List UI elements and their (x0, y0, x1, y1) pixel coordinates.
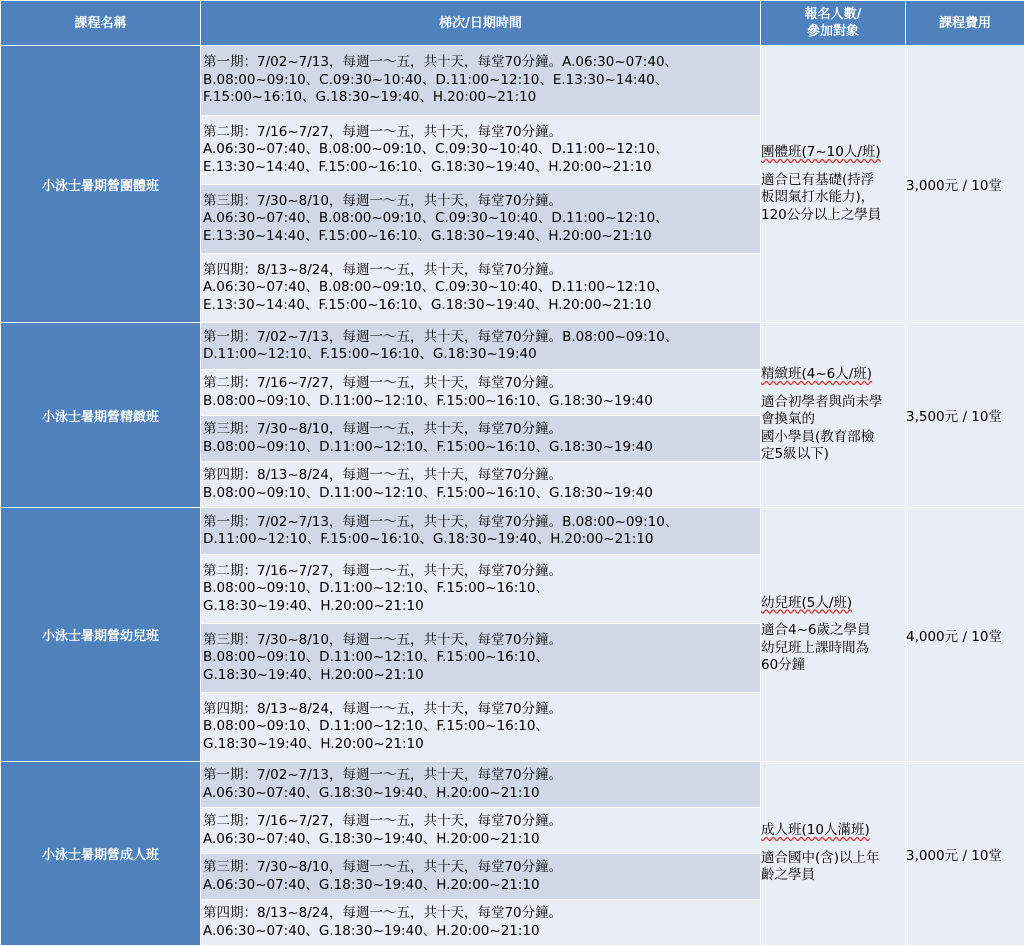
class-size-label: 精緻班(4~6人/班) (761, 366, 905, 384)
session-line: G.18:30~19:40、H.20:00~21:10 (203, 598, 760, 616)
audience-line: 60分鐘 (761, 657, 905, 675)
audience-line: 120公分以上之學員 (761, 207, 905, 225)
session-line: B.08:00~09:10、D.11:00~12:10、F.15:00~16:10、G.18:30~19:40 (203, 393, 760, 411)
header-audience-line2: 參加對象 (761, 23, 905, 40)
audience-line: 適合4~6歲之學員 (761, 622, 905, 640)
audience-line: 國小學員(教育部檢 (761, 429, 905, 447)
session-line: A.06:30~07:40、B.08:00~09:10、C.09:30~10:40、D.11:00~12:10、 (203, 141, 760, 159)
table-row (1, 46, 1024, 116)
class-size-label: 團體班(7~10人/班) (761, 144, 905, 162)
class-size-label: 成人班(10人滿班) (761, 822, 905, 840)
audience-line: 齡之學員 (761, 867, 905, 885)
session-line: A.06:30~07:40、G.18:30~19:40、H.20:00~21:10 (203, 923, 760, 941)
audience-line: 幼兒班上課時間為 (761, 640, 905, 658)
session-line: 第一期：7/02~7/13，每週一～五，共十天，每堂70分鐘。A.06:30~07:40、 (203, 54, 760, 72)
table-row (1, 762, 1024, 808)
session-line: 第三期：7/30~8/10，每週一～五，共十天，每堂70分鐘。 (203, 193, 760, 211)
course-name-cell: 小泳士暑期營精緻班 (1, 323, 201, 508)
header-fee: 課程費用 (906, 1, 1024, 46)
session-line: 第二期：7/16~7/27，每週一～五，共十天，每堂70分鐘。 (203, 813, 760, 831)
session-line: B.08:00~09:10、D.11:00~12:10、F.15:00~16:10、 (203, 649, 760, 667)
audience-line: 會換氣的 (761, 411, 905, 429)
table-row (1, 323, 1024, 370)
session-line: E.13:30~14:40、F.15:00~16:10、G.18:30~19:40、H.20:00~21:10 (203, 297, 760, 315)
session-line: F.15:00~16:10、G.18:30~19:40、H.20:00~21:10 (203, 89, 760, 107)
session-line: B.08:00~09:10、D.11:00~12:10、F.15:00~16:10、G.18:30~19:40 (203, 439, 760, 457)
session-cell (201, 624, 761, 693)
audience-line: 適合國中(含)以上年 (761, 850, 905, 868)
audience-line: 定5級以下) (761, 446, 905, 464)
audience-line: 板悶氣打水能力)， (761, 189, 905, 207)
session-cell (201, 370, 761, 416)
header-audience-line1: 報名人數/ (761, 6, 905, 23)
session-line: E.13:30~14:40、F.15:00~16:10、G.18:30~19:40、H.20:00~21:10 (203, 159, 760, 177)
audience-line: 適合已有基礎(持浮 (761, 172, 905, 190)
session-line: 第二期：7/16~7/27，每週一～五，共十天，每堂70分鐘。 (203, 563, 760, 581)
session-line: A.06:30~07:40、B.08:00~09:10、C.09:30~10:40、D.11:00~12:10、 (203, 210, 760, 228)
session-cell (201, 254, 761, 323)
session-line: 第二期：7/16~7/27，每週一～五，共十天，每堂70分鐘。 (203, 375, 760, 393)
session-cell (201, 854, 761, 900)
course-name-cell: 小泳士暑期營幼兒班 (1, 508, 201, 762)
session-line: A.06:30~07:40、G.18:30~19:40、H.20:00~21:10 (203, 877, 760, 895)
header-row (1, 1, 1024, 46)
table-row (1, 508, 1024, 555)
class-size-label: 幼兒班(5人/班) (761, 595, 905, 613)
session-line: 第三期：7/30~8/10，每週一～五，共十天，每堂70分鐘。 (203, 421, 760, 439)
session-cell (201, 185, 761, 254)
audience-cell (761, 762, 906, 946)
session-line: 第四期：8/13~8/24，每週一～五，共十天，每堂70分鐘。 (203, 467, 760, 485)
session-line: 第一期：7/02~7/13，每週一～五，共十天，每堂70分鐘。 (203, 767, 760, 785)
session-cell (201, 555, 761, 624)
session-cell (201, 808, 761, 854)
session-line: B.08:00~09:10、D.11:00~12:10、F.15:00~16:10、G.18:30~19:40 (203, 485, 760, 503)
session-cell (201, 900, 761, 946)
session-line: 第四期：8/13~8/24，每週一～五，共十天，每堂70分鐘。 (203, 905, 760, 923)
session-line: D.11:00~12:10、F.15:00~16:10、G.18:30~19:40 (203, 346, 760, 364)
header-audience (761, 1, 906, 46)
session-line: 第二期：7/16~7/27，每週一～五，共十天，每堂70分鐘。 (203, 124, 760, 142)
session-line: 第三期：7/30~8/10，每週一～五，共十天，每堂70分鐘。 (203, 859, 760, 877)
audience-line: 適合初學者與尚未學 (761, 394, 905, 412)
audience-cell (761, 323, 906, 508)
session-line: 第一期：7/02~7/13，每週一～五，共十天，每堂70分鐘。B.08:00~09:10、 (203, 514, 760, 532)
session-cell (201, 762, 761, 808)
course-name-cell: 小泳士暑期營成人班 (1, 762, 201, 946)
audience-cell (761, 46, 906, 323)
session-cell (201, 46, 761, 116)
session-line: A.06:30~07:40、B.08:00~09:10、C.09:30~10:40、D.11:00~12:10、 (203, 279, 760, 297)
fee-cell: 3,000元 / 10堂 (906, 762, 1024, 946)
session-cell (201, 416, 761, 462)
header-course-name: 課程名稱 (1, 1, 201, 46)
session-line: G.18:30~19:40、H.20:00~21:10 (203, 667, 760, 685)
session-line: E.13:30~14:40、F.15:00~16:10、G.18:30~19:40、H.20:00~21:10 (203, 228, 760, 246)
course-name-cell: 小泳士暑期營團體班 (1, 46, 201, 323)
session-line: A.06:30~07:40、G.18:30~19:40、H.20:00~21:10 (203, 785, 760, 803)
session-cell (201, 693, 761, 762)
session-line: 第一期：7/02~7/13，每週一～五，共十天，每堂70分鐘。B.08:00~09:10、 (203, 329, 760, 347)
session-line: A.06:30~07:40、G.18:30~19:40、H.20:00~21:10 (203, 831, 760, 849)
session-cell (201, 508, 761, 555)
audience-cell (761, 508, 906, 762)
session-line: B.08:00~09:10、D.11:00~12:10、F.15:00~16:10、 (203, 580, 760, 598)
fee-cell: 4,000元 / 10堂 (906, 508, 1024, 762)
session-cell (201, 462, 761, 508)
session-line: 第四期：8/13~8/24，每週一～五，共十天，每堂70分鐘。 (203, 701, 760, 719)
fee-cell: 3,500元 / 10堂 (906, 323, 1024, 508)
session-line: 第三期：7/30~8/10，每週一～五，共十天，每堂70分鐘。 (203, 632, 760, 650)
session-line: B.08:00~09:10、D.11:00~12:10、F.15:00~16:10、 (203, 718, 760, 736)
session-line: 第四期：8/13~8/24，每週一～五，共十天，每堂70分鐘。 (203, 262, 760, 280)
session-cell (201, 116, 761, 185)
fee-cell: 3,000元 / 10堂 (906, 46, 1024, 323)
table-body (1, 46, 1024, 946)
session-line: B.08:00~09:10、C.09:30~10:40、D.11:00~12:10、E.13:30~14:40、 (203, 72, 760, 90)
session-cell (201, 323, 761, 370)
header-schedule: 梯次/日期時間 (201, 1, 761, 46)
session-line: G.18:30~19:40、H.20:00~21:10 (203, 736, 760, 754)
session-line: D.11:00~12:10、F.15:00~16:10、G.18:30~19:40、H.20:00~21:10 (203, 531, 760, 549)
